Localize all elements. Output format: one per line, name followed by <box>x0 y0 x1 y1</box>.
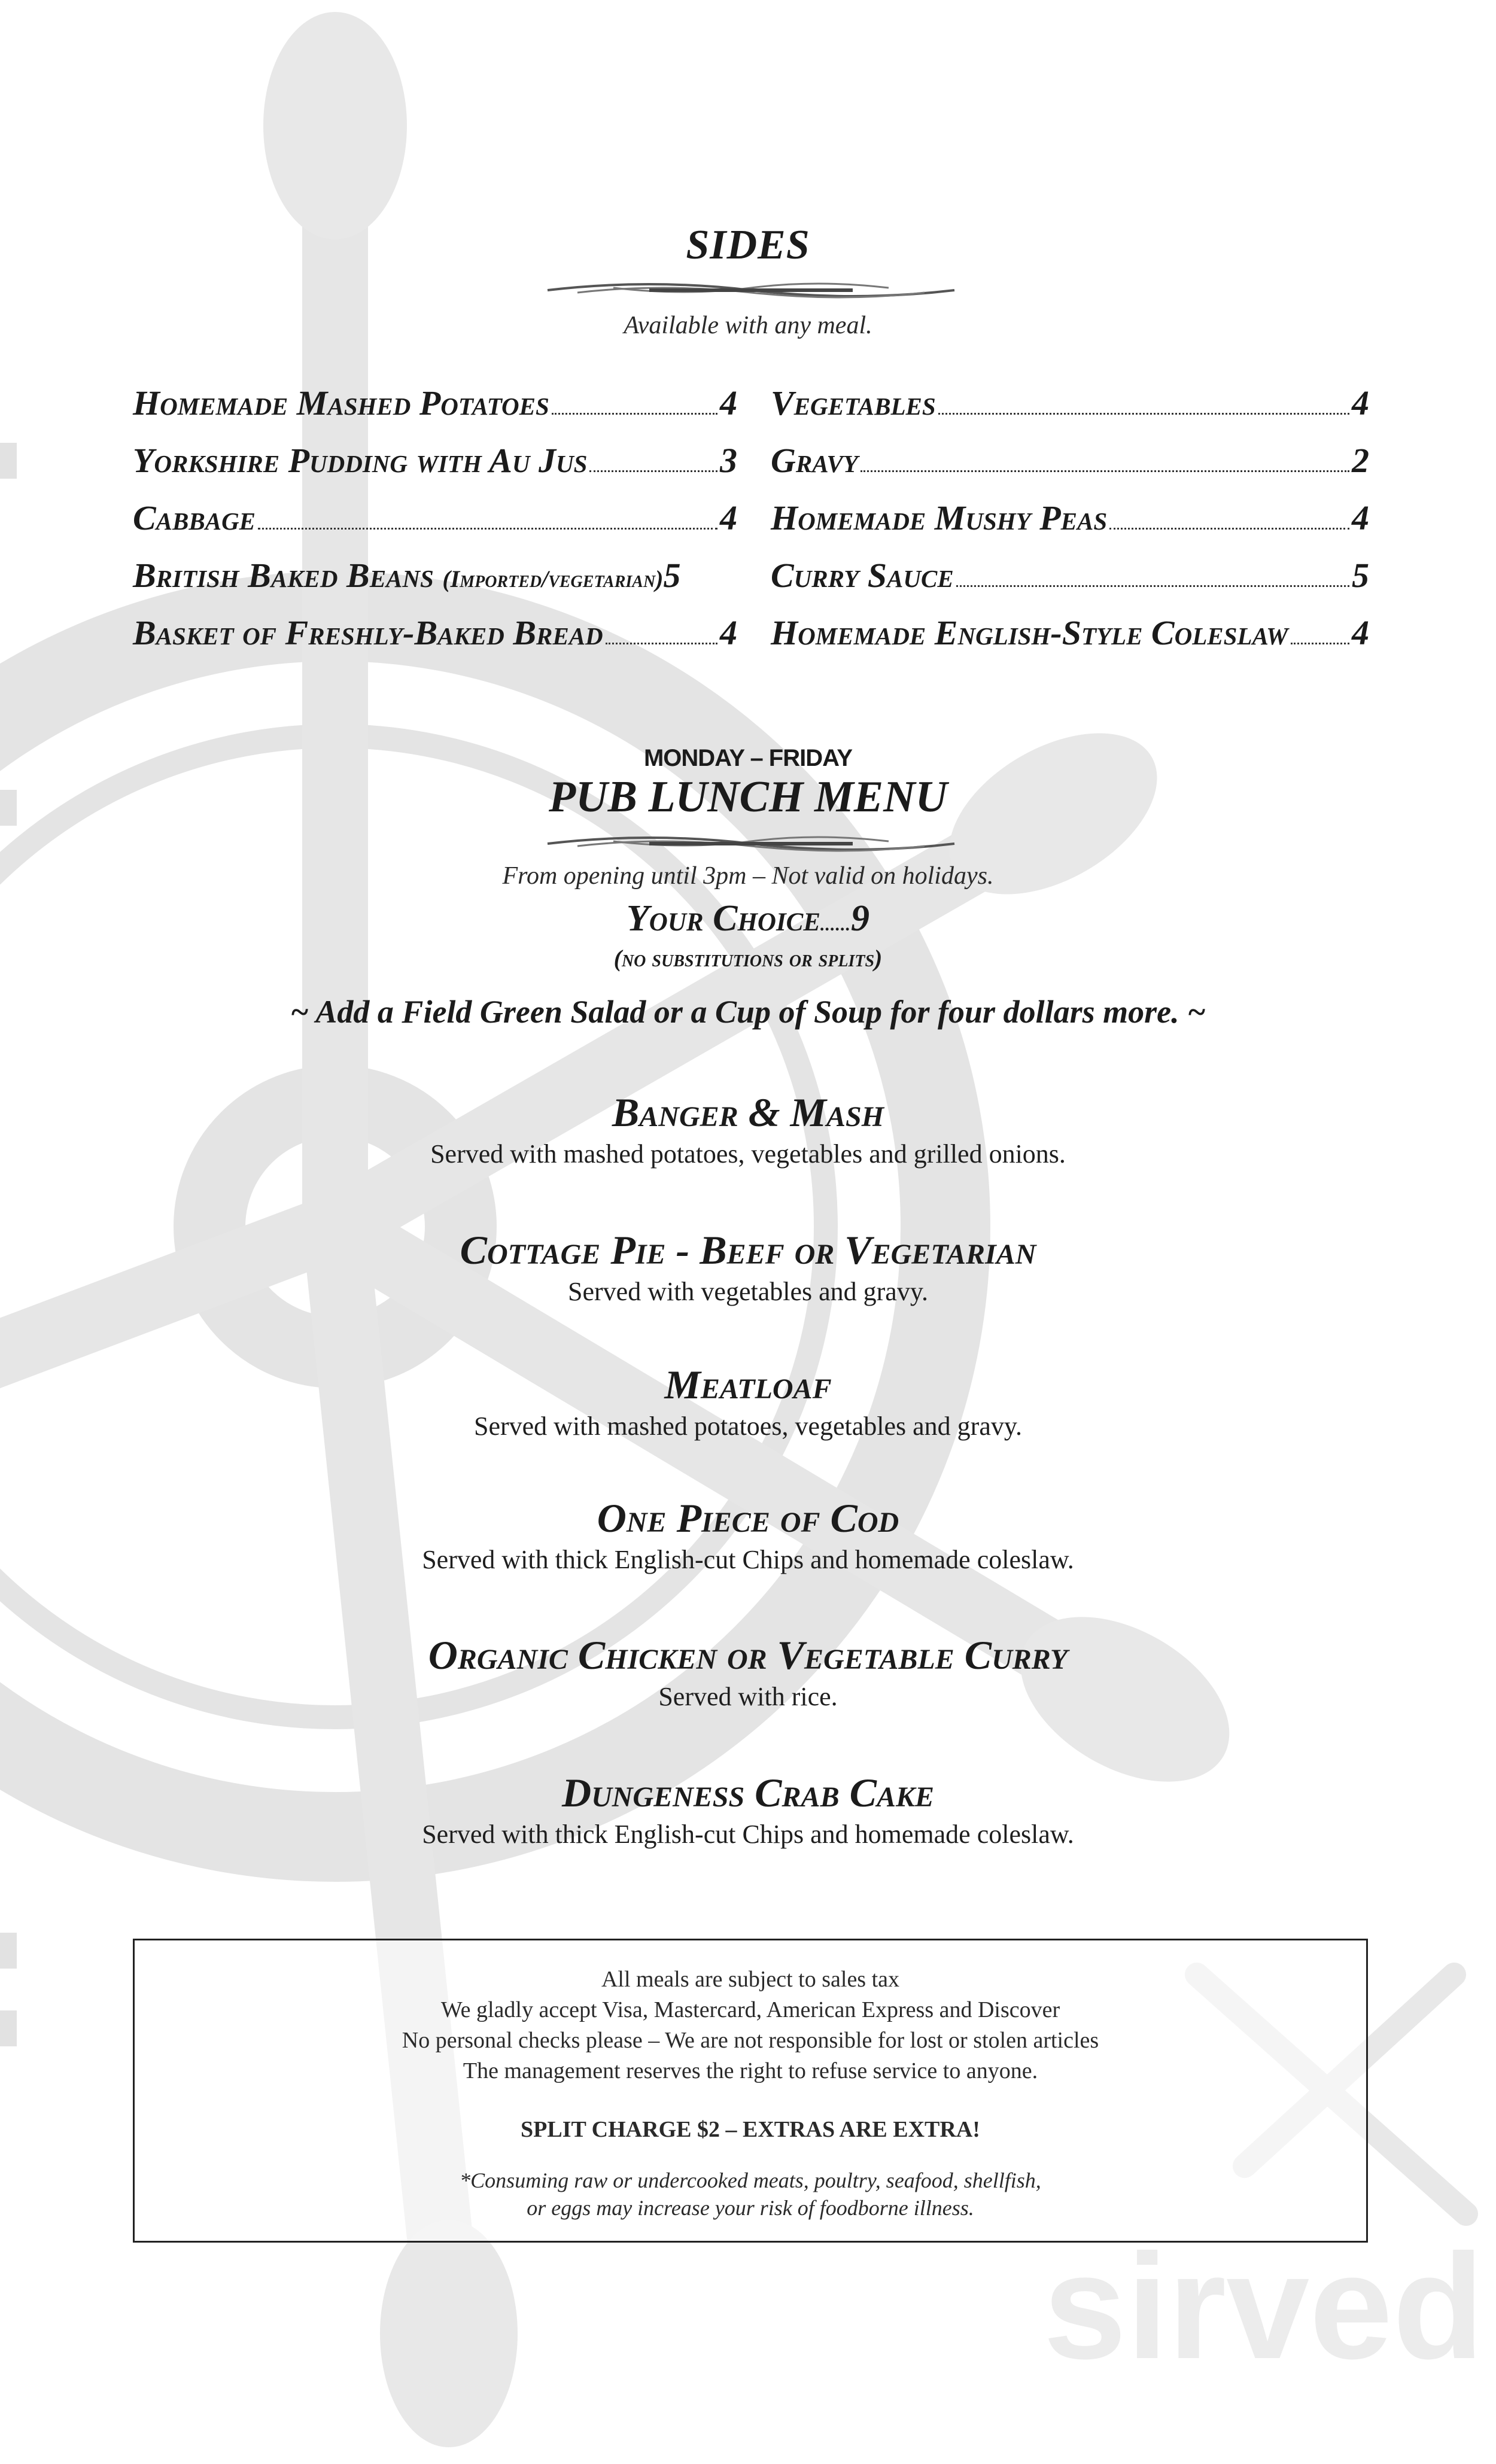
side-item-price: 2 <box>1352 441 1369 480</box>
dish-name: One Piece of Cod <box>597 1495 899 1541</box>
leader-dots <box>1291 643 1349 644</box>
warning-line: *Consuming raw or undercooked meats, poultry, seafood, shellfish, <box>460 2168 1041 2192</box>
choice-dots: ...... <box>820 915 852 935</box>
dish-description: Served with thick English-cut Chips and homemade coleslaw. <box>422 1820 1074 1849</box>
flourish-divider-icon <box>542 272 960 308</box>
dish-description: Served with mashed potatoes, vegetables and grilled onions. <box>430 1139 1066 1169</box>
side-item <box>771 498 1369 555</box>
side-item-name: Cabbage <box>133 498 256 537</box>
leader-dots <box>589 470 717 472</box>
side-item <box>771 613 1369 670</box>
side-item-price: 4 <box>1352 498 1369 537</box>
sides-title: SIDES <box>686 222 810 268</box>
side-item <box>133 498 737 555</box>
lunch-days: MONDAY – FRIDAY <box>643 745 853 771</box>
side-item-price: 4 <box>1352 613 1369 652</box>
leader-dots <box>606 643 717 644</box>
side-item-price: 5 <box>663 556 681 595</box>
policy-line: All meals are subject to sales tax <box>601 1967 900 1992</box>
side-item <box>133 555 737 613</box>
food-safety-warning <box>135 2167 1366 2222</box>
side-item <box>133 440 737 498</box>
no-substitutions: (no substitutions or splits) <box>613 945 883 972</box>
side-item-name: Homemade Mushy Peas <box>771 498 1108 537</box>
dish-name: Organic Chicken or Vegetable Curry <box>428 1632 1068 1678</box>
split-charge: SPLIT CHARGE $2 – EXTRAS ARE EXTRA! <box>521 2117 980 2142</box>
side-item-price: 4 <box>720 498 737 537</box>
side-item <box>133 383 737 440</box>
side-item-name: Homemade Mashed Potatoes <box>133 384 549 422</box>
sides-left-column <box>133 383 737 670</box>
side-item-price: 4 <box>1352 384 1369 422</box>
dish-description: Served with vegetables and gravy. <box>568 1277 928 1306</box>
lunch-title: PUB LUNCH MENU <box>548 772 948 822</box>
leader-dots <box>258 528 717 530</box>
your-choice <box>0 898 1496 940</box>
side-item-name <box>133 555 663 595</box>
leader-dots <box>1109 528 1349 530</box>
policy-line: We gladly accept Visa, Mastercard, American Express and Discover <box>440 1997 1060 2022</box>
sides-right-column <box>771 383 1369 670</box>
side-item <box>771 555 1369 613</box>
side-item-price: 4 <box>720 613 737 652</box>
choice-label: Your Choice <box>626 898 821 939</box>
side-item-price: 5 <box>1352 556 1369 595</box>
side-item-price: 3 <box>720 441 737 480</box>
warning-line: or eggs may increase your risk of foodborne illness. <box>527 2196 974 2220</box>
choice-price: 9 <box>851 898 870 939</box>
dish-name: Cottage Pie - Beef or Vegetarian <box>460 1227 1036 1273</box>
dish-name: Meatloaf <box>664 1362 832 1407</box>
leader-dots <box>552 413 717 415</box>
dish-description: Served with rice. <box>658 1682 838 1711</box>
flourish-divider-icon <box>542 826 960 862</box>
side-item-name: Vegetables <box>771 384 936 422</box>
leader-dots <box>860 470 1349 472</box>
dish-name: Banger & Mash <box>612 1090 884 1135</box>
policy-line: The management reserves the right to refuse service to anyone. <box>463 2058 1038 2083</box>
sides-note: Available with any meal. <box>624 312 872 339</box>
side-item-name: Curry Sauce <box>771 556 954 595</box>
policy-line: No personal checks please – We are not responsible for lost or stolen articles <box>402 2028 1099 2053</box>
side-item <box>771 440 1369 498</box>
dish-description: Served with thick English-cut Chips and homemade coleslaw. <box>422 1545 1074 1574</box>
side-item <box>771 383 1369 440</box>
side-item-note: (Imported/vegetarian) <box>442 565 664 592</box>
leader-dots <box>956 585 1349 587</box>
side-item-name: Gravy <box>771 441 858 480</box>
lunch-note: From opening until 3pm – Not valid on holidays. <box>502 862 994 890</box>
side-item-name: Homemade English-Style Coleslaw <box>771 613 1288 652</box>
side-item-name-text: British Baked Beans <box>133 556 443 595</box>
sirved-watermark-logo: sirved <box>1043 2223 1484 2390</box>
side-item-price: 4 <box>720 384 737 422</box>
dish-name: Dungeness Crab Cake <box>562 1770 934 1815</box>
addon-note: ~ Add a Field Green Salad or a Cup of Soup for four dollars more. ~ <box>290 994 1206 1030</box>
side-item-name: Basket of Freshly-Baked Bread <box>133 613 603 652</box>
leader-dots <box>938 413 1349 415</box>
side-item <box>133 613 737 670</box>
policy-notice-box <box>133 1939 1368 2243</box>
side-item-name: Yorkshire Pudding with Au Jus <box>133 441 588 480</box>
dish-description: Served with mashed potatoes, vegetables and gravy. <box>474 1412 1022 1441</box>
